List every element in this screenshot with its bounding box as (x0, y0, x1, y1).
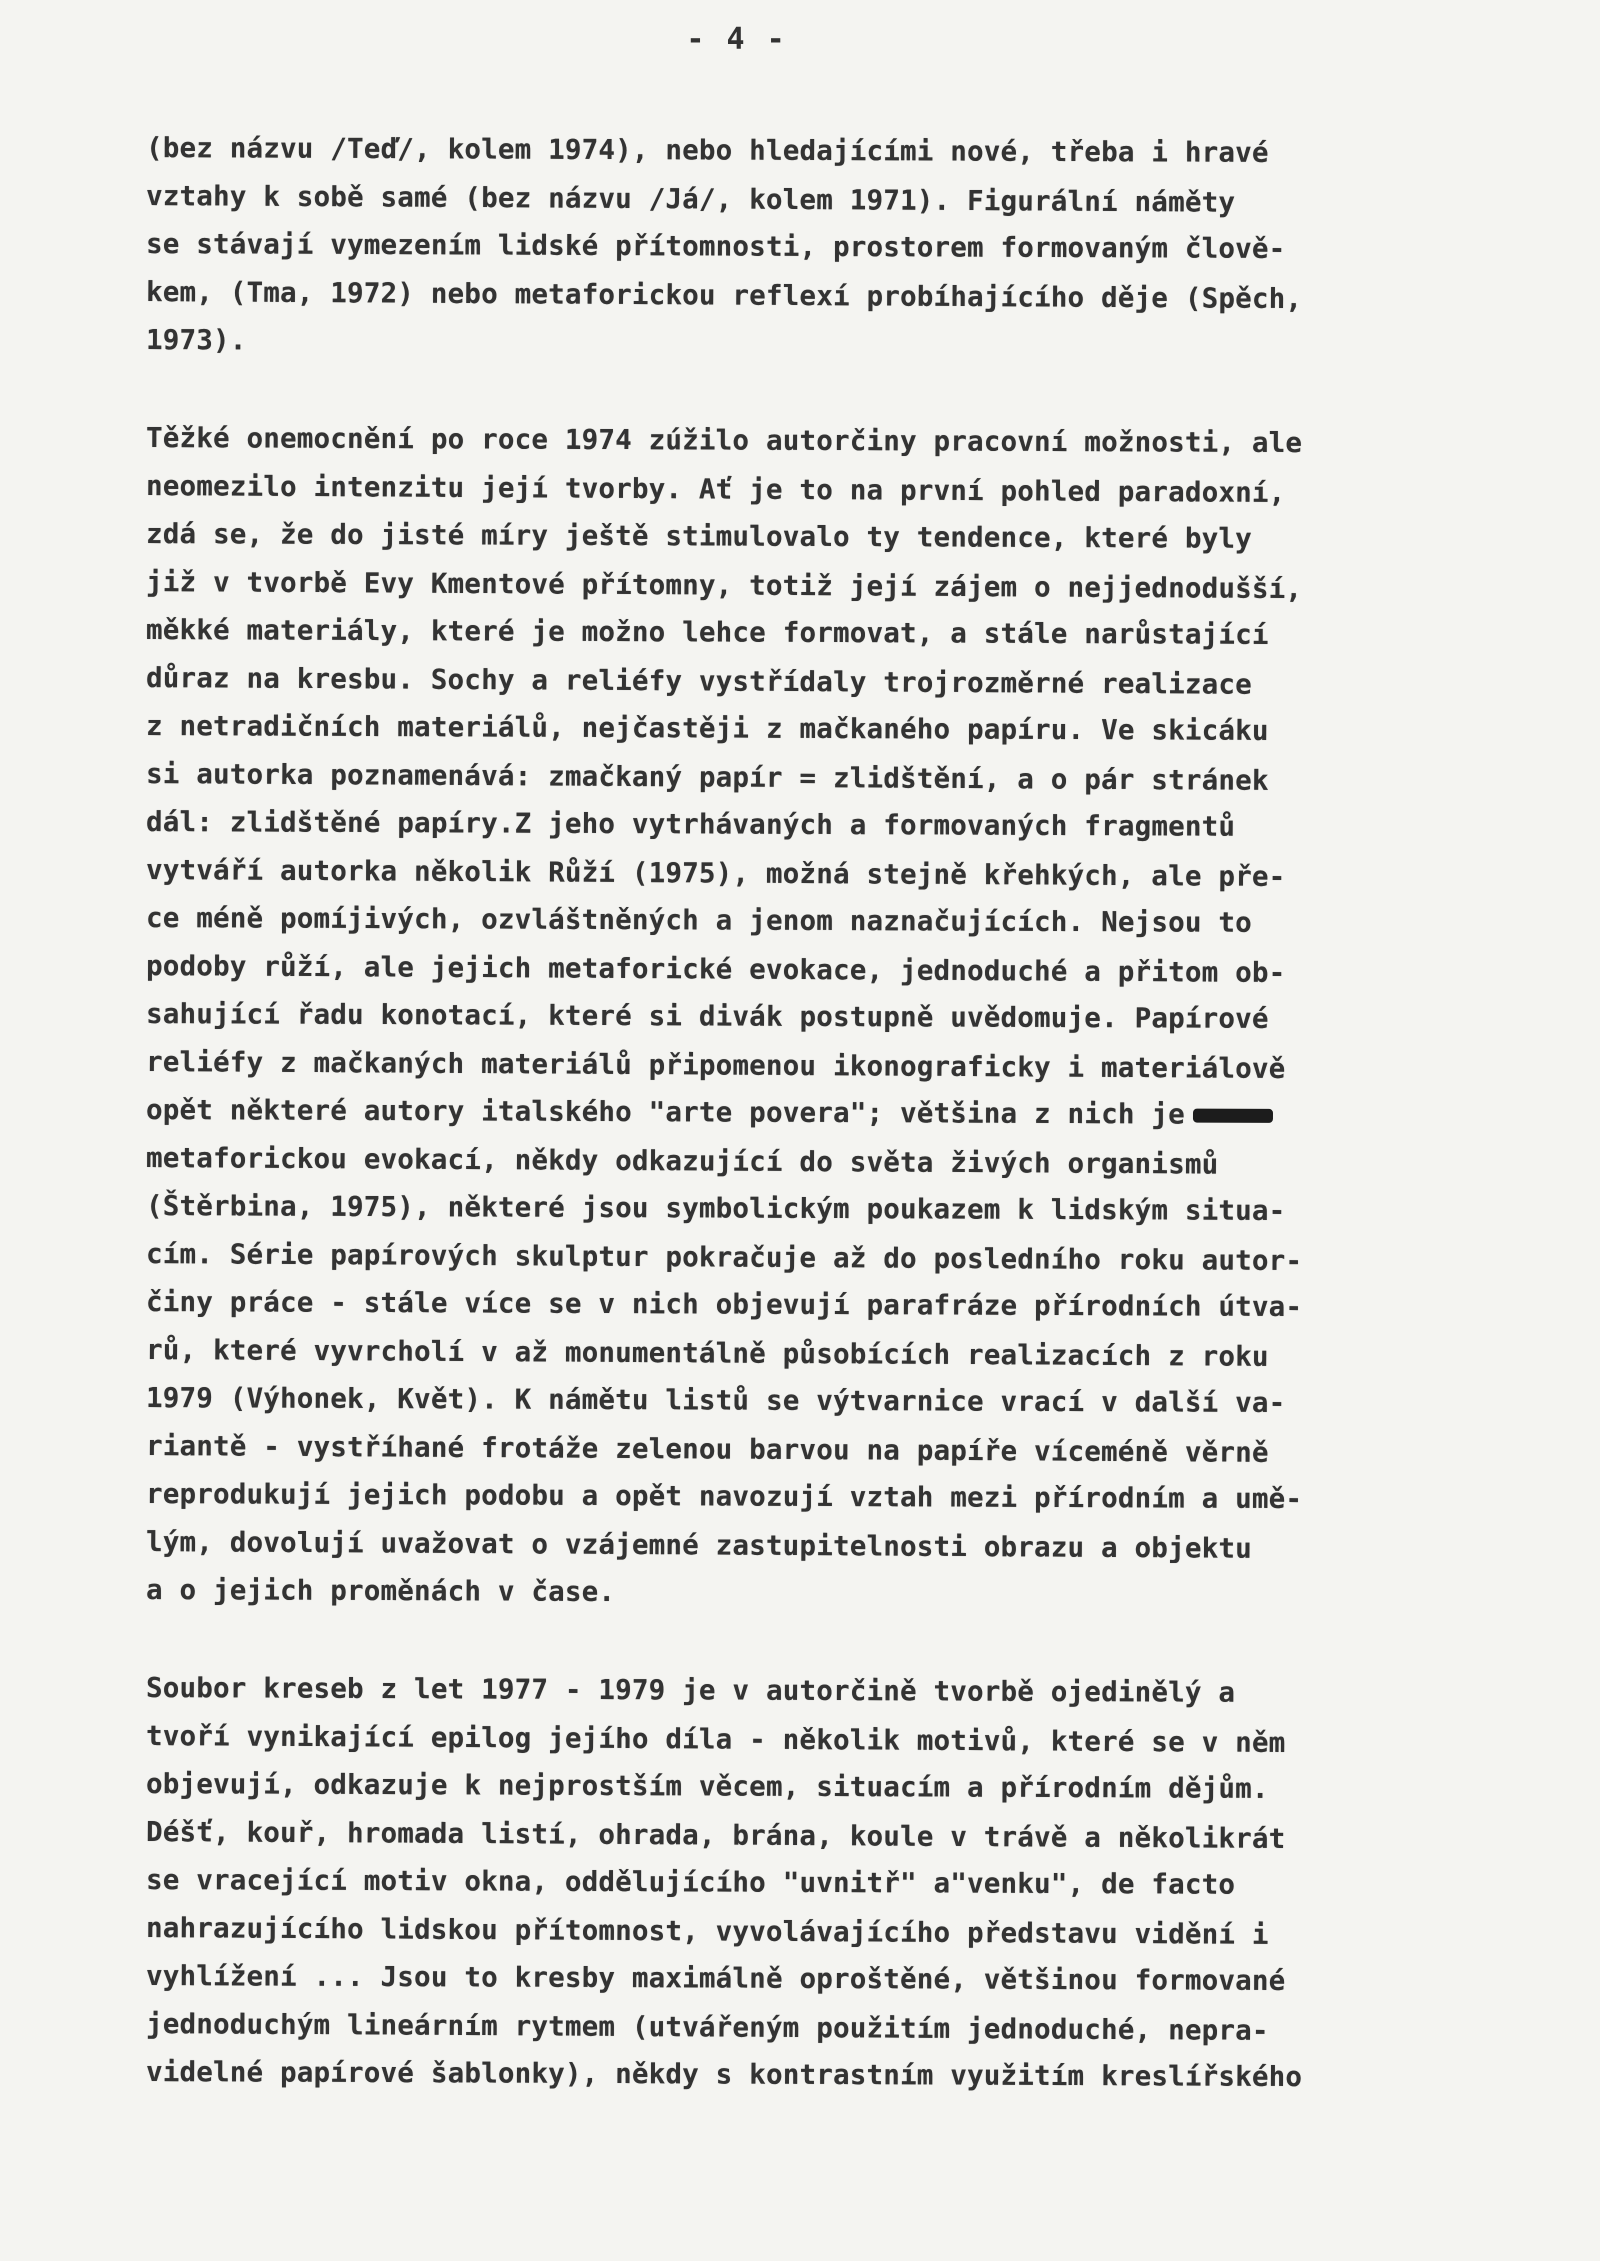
text-line: kem, (Tma, 1972) nebo metaforickou reflexí probíhajícího děje (Spěch, (145, 276, 1303, 316)
text-line: 1973). (145, 324, 247, 357)
page-number: - 4 - (686, 22, 787, 57)
text-line: metaforickou evokací, někdy odkazující do světa živých organismů (145, 1142, 1219, 1181)
text-line: nahrazujícího lidskou přítomnost, vyvolávajícího představu vidění i (145, 1912, 1269, 1951)
text-line: již v tvorbě Evy Kmentové přítomny, totiž její zájem o nejjednodušší, (145, 566, 1303, 606)
text-line: lým, dovolují uvažovat o vzájemné zastupitelnosti obrazu a objektu (145, 1526, 1253, 1565)
text-fragment: opět některé autory italského "arte povera"; většina z nich je (145, 1094, 1185, 1131)
text-line: videlné papírové šablonky), někdy s kontrastním využitím kreslířského (145, 2056, 1303, 2094)
text-line: činy práce - stále více se v nich objevují parafráze přírodních útva- (145, 1286, 1303, 1324)
paragraph-2 (146, 414, 1526, 1614)
paragraph-3 (146, 1664, 1526, 2096)
paragraph-1 (146, 124, 1526, 364)
text-line: měkké materiály, které je možno lehce formovat, a stále narůstající (145, 614, 1269, 651)
text-line: Soubor kreseb z let 1977 - 1979 je v autorčině tvorbě ojedinělý a (145, 1672, 1236, 1709)
text-line: reprodukují jejich podobu a opět navozují vztah mezi přírodním a umě- (145, 1478, 1303, 1516)
text-line: reliéfy z mačkaných materiálů připomenou ikonograficky i materiálově (145, 1046, 1286, 1085)
text-line: a o jejich proměnách v čase. (145, 1574, 616, 1609)
text-line: tvoří vynikající epilog jejího díla - několik motivů, které se v něm (145, 1720, 1286, 1759)
text-line: 1979 (Výhonek, Květ). K námětu listů se výtvarnice vrací v další va- (145, 1382, 1286, 1419)
text-line: se stávají vymezením lidské přítomnosti, prostorem formovaným člově- (145, 228, 1286, 265)
text-line: Déšť, kouř, hromada listí, ohrada, brána, koule v trávě a několikrát (145, 1816, 1286, 1855)
text-line: objevují, odkazuje k nejprostším věcem, situacím a přírodním dějům. (145, 1768, 1269, 1805)
text-line: se vracející motiv okna, oddělujícího "uvnitř" a"venku", de facto (145, 1864, 1236, 1901)
text-line: si autorka poznamenává: zmačkaný papír = zlidštění, a o pár stránek (145, 758, 1269, 797)
text-line: cím. Série papírových skulptur pokračuje až do posledního roku autor- (145, 1238, 1303, 1278)
text-line: sahující řadu konotací, které si divák postupně uvědomuje. Papírové (145, 998, 1269, 1035)
text-line: vztahy k sobě samé (bez názvu /Já/, kolem 1971). Figurální náměty (145, 180, 1236, 219)
text-line-with-redaction (146, 1086, 1526, 1140)
text-line: jednoduchým lineárním rytmem (utvářeným použitím jednoduché, nepra- (145, 2008, 1269, 2047)
text-line: rů, které vyvrcholí v až monumentálně působících realizacích z roku (145, 1334, 1269, 1373)
text-line: Těžké onemocnění po roce 1974 zúžilo autorčiny pracovní možnosti, ale (145, 422, 1303, 460)
text-line: z netradičních materiálů, nejčastěji z mačkaného papíru. Ve skicáku (145, 710, 1269, 747)
text-line: riantě - vystříhané frotáže zelenou barvou na papíře víceméně věrně (145, 1430, 1269, 1469)
text-line: vyhlížení ... Jsou to kresby maximálně oproštěné, většinou formované (145, 1960, 1286, 1997)
text-line: důraz na kresbu. Sochy a reliéfy vystřídaly trojrozměrné realizace (145, 662, 1253, 701)
text-line: dál: zlidštěné papíry.Z jeho vytrhávaných a formovaných fragmentů (145, 806, 1236, 843)
text-line: zdá se, že do jisté míry ještě stimulovalo ty tendence, které byly (145, 518, 1252, 555)
body-text (146, 124, 1526, 2146)
text-line: podoby růží, ale jejich metaforické evokace, jednoduché a přitom ob- (145, 950, 1286, 989)
text-line: neomezilo intenzitu její tvorby. Ať je to na první pohled paradoxní, (145, 470, 1286, 509)
redaction-mark (1193, 1109, 1273, 1123)
text-line: ce méně pomíjivých, ozvláštněných a jenom naznačujících. Nejsou to (145, 902, 1252, 939)
text-line: (Štěrbina, 1975), některé jsou symbolickým poukazem k lidským situa- (145, 1190, 1286, 1227)
text-line: (bez názvu /Teď/, kolem 1974), nebo hledajícími nové, třeba i hravé (145, 132, 1269, 169)
text-line: vytváří autorka několik Růží (1975), možná stejně křehkých, ale pře- (145, 854, 1286, 893)
